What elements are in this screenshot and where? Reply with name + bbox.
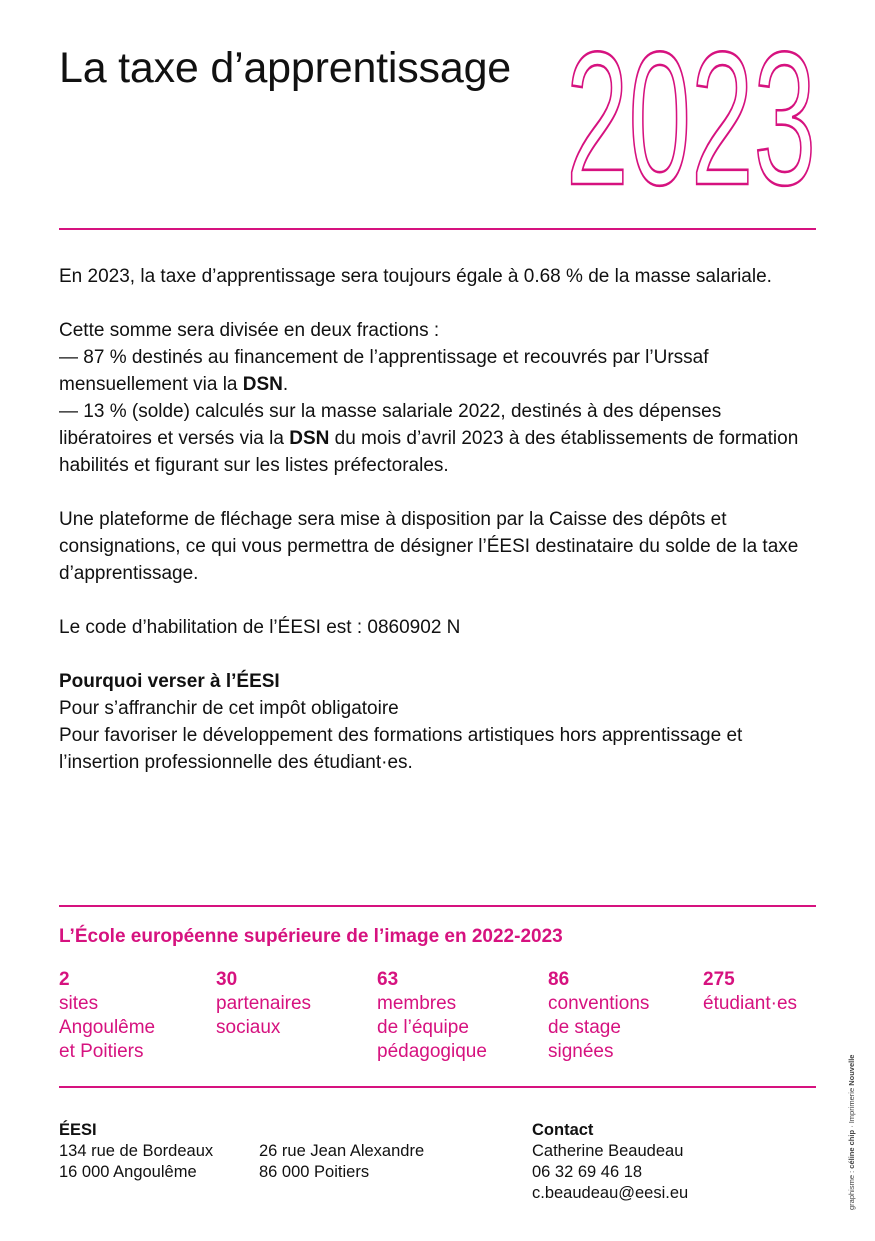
school-divider-top xyxy=(59,905,816,907)
fraction-item-87-end: . xyxy=(282,374,289,395)
why-line-2: Pour favoriser le développement des formations artistiques hors apprentissage et l’insertion professionnelle des étudiant·es. xyxy=(59,725,743,773)
page-title: La taxe d’apprentissage xyxy=(59,44,512,92)
stat-label: de stage xyxy=(548,1017,621,1038)
school-divider-bottom xyxy=(59,1086,816,1088)
fractions-intro: Cette somme sera divisée en deux fractions : xyxy=(59,320,440,341)
stat-label: étudiant·es xyxy=(703,993,798,1014)
contact-block xyxy=(532,1120,688,1204)
top-divider xyxy=(59,228,816,230)
why-section xyxy=(59,668,799,776)
stat-team xyxy=(377,968,487,1064)
stat-label: signées xyxy=(548,1041,614,1062)
fraction-item-87 xyxy=(59,344,799,398)
stat-conventions xyxy=(548,968,649,1064)
stat-sites xyxy=(59,968,155,1064)
address-street: 26 rue Jean Alexandre xyxy=(259,1142,425,1160)
stat-label: membres xyxy=(377,993,457,1014)
stat-label: sociaux xyxy=(216,1017,281,1038)
platform-paragraph: Une plateforme de fléchage sera mise à disposition par la Caisse des dépôts et consignations, ce qui vous permettra de désigner l’ÉESI destinataire du solde de la taxe d’apprentissage. xyxy=(59,509,799,584)
credits xyxy=(847,1055,856,1210)
address-street: 134 rue de Bordeaux xyxy=(59,1142,214,1160)
contact-phone: 06 32 69 46 18 xyxy=(532,1163,643,1181)
stat-label: conventions xyxy=(548,993,650,1014)
address-angouleme xyxy=(59,1120,213,1183)
contact-name: Catherine Beaudeau xyxy=(532,1142,684,1160)
stat-label: de l’équipe xyxy=(377,1017,469,1038)
fraction-item-13 xyxy=(59,398,799,479)
dsn-term: DSN xyxy=(242,374,283,395)
address-city: 16 000 Angoulême xyxy=(59,1163,197,1181)
fraction-item-13-text: — 13 % (solde) calculés sur la masse salariale 2022, destinés à des dépenses libératoires et versés via la xyxy=(59,401,722,449)
stat-number: 86 xyxy=(548,969,570,990)
stat-number: 275 xyxy=(703,969,735,990)
school-title: L’École européenne supérieure de l’image en 2022-2023 xyxy=(59,926,563,947)
org-name: ÉESI xyxy=(59,1121,97,1139)
fractions-paragraph xyxy=(59,317,799,479)
year-display xyxy=(566,13,820,225)
fraction-item-87-text: — 87 % destinés au financement de l’apprentissage et recouvrés par l’Urssaf mensuellement via la xyxy=(59,347,709,395)
credits-designer: céline chip xyxy=(847,1129,856,1169)
stat-label: partenaires xyxy=(216,993,312,1014)
year-text: 2023 xyxy=(566,13,816,225)
stat-number: 2 xyxy=(59,969,70,990)
fraction-item-13-end: du mois d’avril 2023 à des établissements de formation habilités et figurant sur les listes préfectorales. xyxy=(59,428,799,476)
stat-number: 63 xyxy=(377,969,399,990)
contact-email: c.beaudeau@eesi.eu xyxy=(532,1184,689,1202)
intro-paragraph: En 2023, la taxe d’apprentissage sera toujours égale à 0.68 % de la masse salariale. xyxy=(59,266,772,287)
stat-label: pédagogique xyxy=(377,1041,487,1062)
contact-heading: Contact xyxy=(532,1121,594,1139)
body-text xyxy=(59,263,799,776)
stat-number: 30 xyxy=(216,969,238,990)
stat-partners xyxy=(216,968,311,1040)
stat-label: et Poitiers xyxy=(59,1041,144,1062)
credits-printer: Nouvelle xyxy=(847,1054,856,1086)
credits-separator: · Imprimerie xyxy=(847,1085,856,1130)
stat-label: Angoulême xyxy=(59,1017,156,1038)
dsn-term: DSN xyxy=(289,428,330,449)
stat-label: sites xyxy=(59,993,99,1014)
why-heading: Pourquoi verser à l’ÉESI xyxy=(59,671,280,692)
habilitation-code: Le code d’habilitation de l’ÉESI est : 0860902 N xyxy=(59,617,461,638)
why-line-1: Pour s’affranchir de cet impôt obligatoire xyxy=(59,698,399,719)
address-city: 86 000 Poitiers xyxy=(259,1163,370,1181)
stat-students xyxy=(703,968,797,1016)
credits-label: graphisme : xyxy=(847,1168,856,1210)
address-poitiers xyxy=(259,1141,424,1183)
